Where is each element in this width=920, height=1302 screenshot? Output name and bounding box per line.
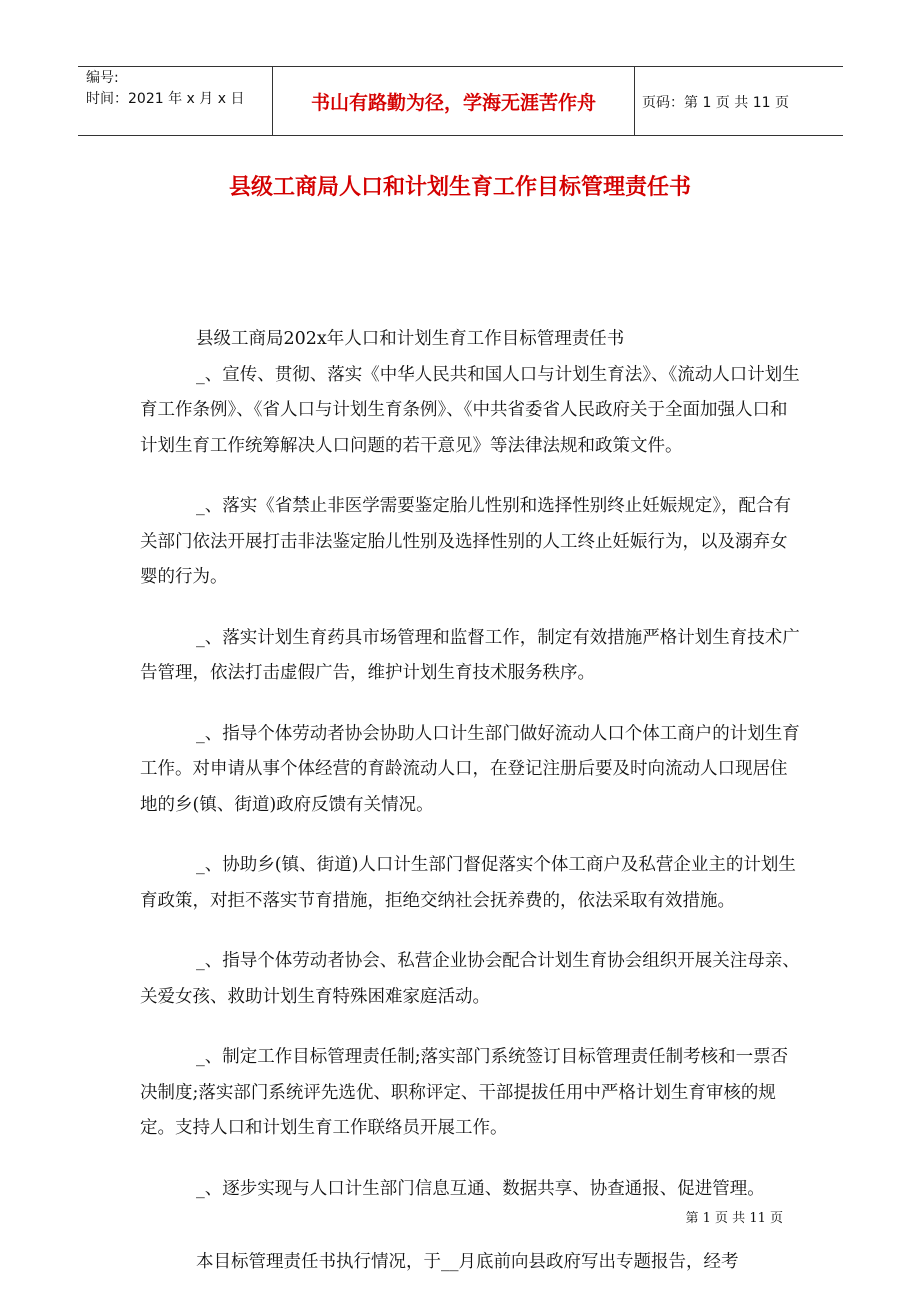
- paragraph: _、宣传、贯彻、落实《中华人民共和国人口与计划生育法》、《流动人口计划生育工作条例》、《省人口与计划生育条例》、《中共省委省人民政府关于全面加强人口和计划生育工作统筹解决人口问题的若干意见》等法律法规和政策文件。: [140, 364, 800, 456]
- header-slogan: 书山有路勤为径，学海无涯苦作舟: [310, 92, 596, 114]
- paragraph: 本目标管理责任书执行情况，于__月底前向县政府写出专题报告，经考: [196, 1252, 739, 1272]
- time-label: 时间：2021 年 x 月 x 日: [86, 91, 245, 107]
- paragraph: _、落实《省禁止非医学需要鉴定胎儿性别和选择性别终止妊娠规定》，配合有关部门依法开展打击非法鉴定胎儿性别及选择性别的人工终止妊娠行为，以及溺弃女婴的行为。: [140, 496, 791, 587]
- paragraph: _、落实计划生育药具市场管理和监督工作，制定有效措施严格计划生育技术广告管理，依法打击虚假广告，维护计划生育技术服务秩序。: [140, 627, 800, 683]
- paragraph: _、指导个体劳动者协会、私营企业协会配合计划生育协会组织开展关注母亲、关爱女孩、救助计划生育特殊困难家庭活动。: [140, 951, 800, 1007]
- header-top-rule: [78, 66, 843, 67]
- header-meta: [86, 68, 244, 110]
- header-divider: [634, 66, 635, 136]
- paragraph: 县级工商局202x年人口和计划生育工作目标管理责任书: [196, 329, 625, 349]
- paragraph: _、制定工作目标管理责任制;落实部门系统签订目标管理责任制考核和一票否决制度;落实部门系统评先选优、职称评定、干部提拔任用中严格计划生育审核的规定。支持人口和计划生育工作联络员开展工作。: [140, 1047, 789, 1138]
- header-page-label: 页码：第 1 页 共 11 页: [642, 95, 789, 111]
- paragraph: _、逐步实现与人口计生部门信息互通、数据共享、协查通报、促进管理。: [196, 1178, 765, 1199]
- document-body: [140, 322, 800, 1281]
- header-bottom-rule: [78, 135, 843, 136]
- serial-label: 编号:: [86, 70, 119, 86]
- paragraph: _、指导个体劳动者协会协助人口计生部门做好流动人口个体工商户的计划生育工作。对申请从事个体经营的育龄流动人口，在登记注册后要及时向流动人口现居住地的乡(镇、街道)政府反馈有关情况。: [140, 723, 800, 815]
- document-title: 县级工商局人口和计划生育工作目标管理责任书: [228, 175, 691, 200]
- paragraph: _、协助乡(镇、街道)人口计生部门督促落实个体工商户及私营企业主的计划生育政策，对拒不落实节育措施，拒绝交纳社会抚养费的，依法采取有效措施。: [140, 855, 796, 911]
- page-footer: 第 1 页 共 11 页: [685, 1211, 783, 1226]
